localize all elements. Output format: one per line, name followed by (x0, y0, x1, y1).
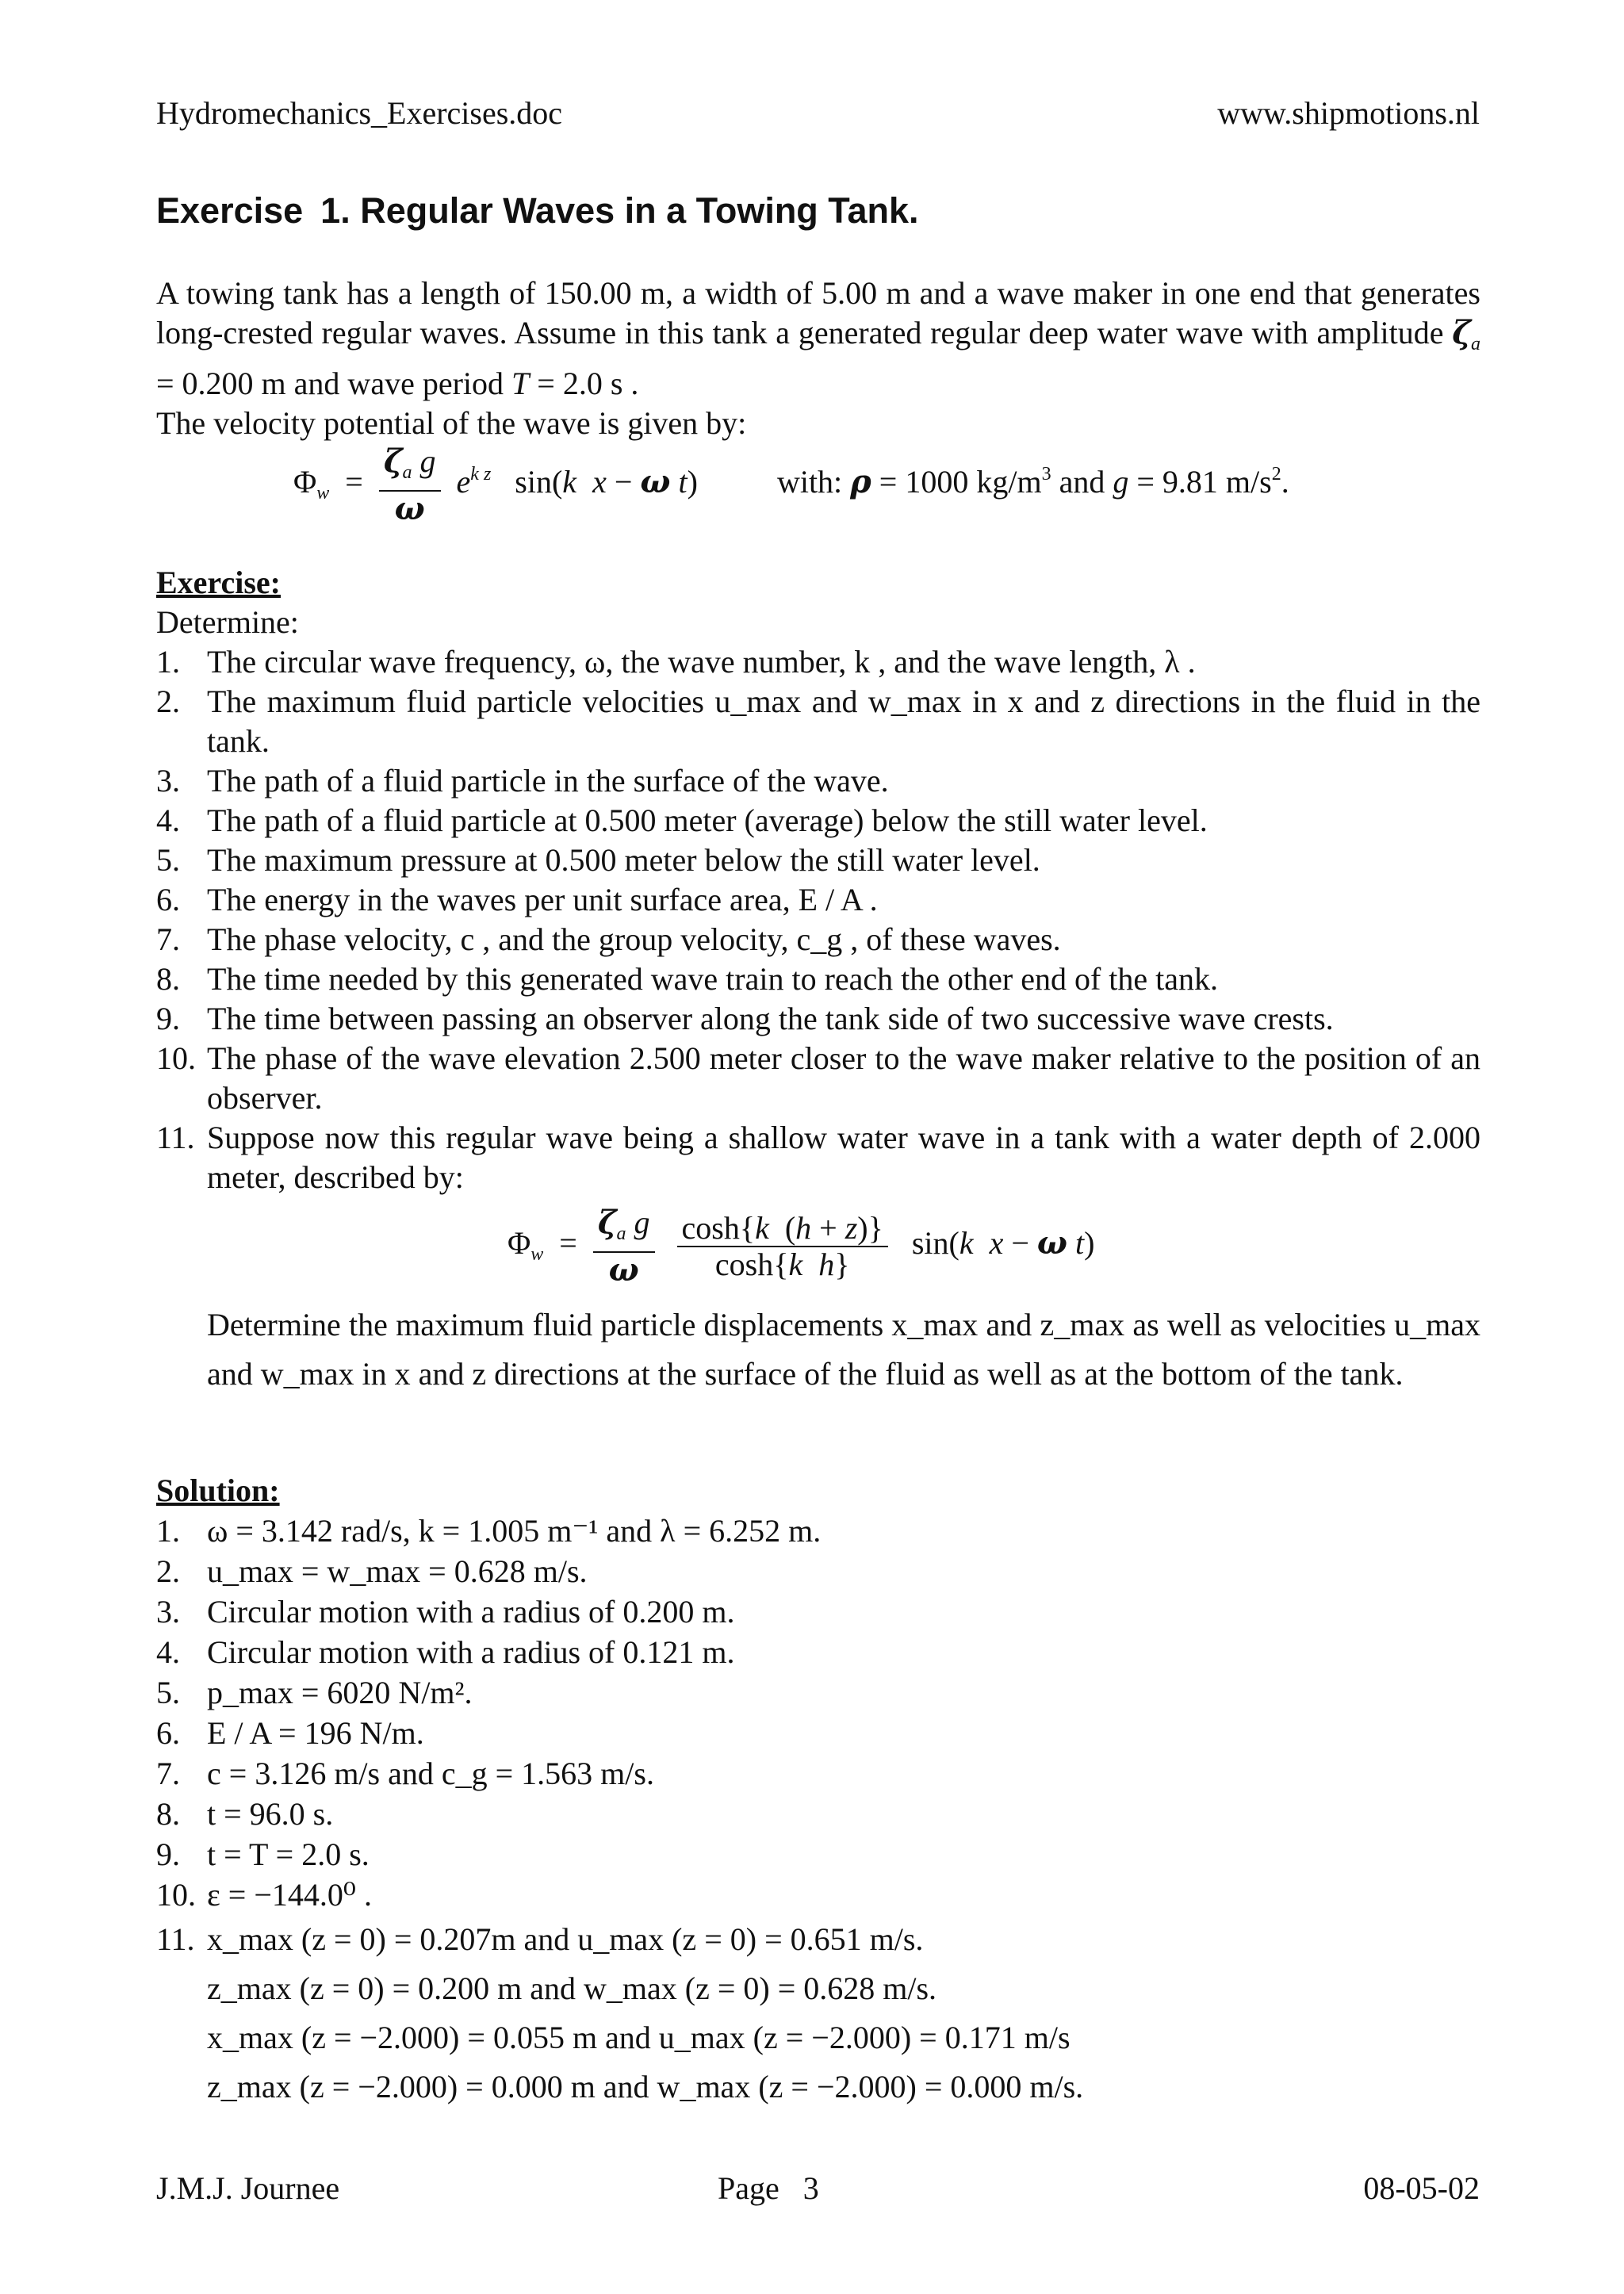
solution-list (156, 1511, 1480, 2112)
rho-value: = 1000 kg/m (879, 464, 1042, 500)
list-item: 2. The maximum fluid particle velocities u_max and w_max in x and z directions in the fluid in the tank. (156, 684, 1480, 759)
zeta-symbol: ζ (1452, 314, 1471, 351)
rho-symbol: ρ (850, 463, 871, 501)
item11-followup: Determine the maximum fluid particle displacements x_max and z_max as well as velocities u_max and w_max in x and z directions at the surface of the fluid as well as at the bottom of the tank. (207, 1307, 1480, 1392)
solution-item-continued: z_max (z = −2.000) = 0.000 m and w_max (z = −2.000) = 0.000 m/s. (207, 2069, 1084, 2104)
shallow-water-equation: $\Phi_w$ = $\frac{\zeta_a g}{\omega}$ $\frac{\cosh\{k (h + z)\}}{\text{cosh\{k h\}}}$ sin(k x − ω t) (508, 1204, 1095, 1289)
g-symbol: g (1113, 464, 1129, 500)
solution-item: 1. ω = 3.142 rad/s, k = 1.005 m⁻¹ and λ = 6.252 m. (156, 1513, 822, 1549)
velocity-potential-equation: $\Phi_w$ = $\frac{\zeta_a g}{\omega}$ $e^{k z}$ sin(k x − ω t) with: ρ = 1000 $kg/m^3$ and g = 9.81 $m/s^2$. (293, 442, 1289, 527)
solution-item: 8. t = 96.0 s. (156, 1796, 334, 1832)
sine-term: sin(k x − ω t) (499, 463, 698, 501)
solution-item-continued: x_max (z = −2.000) = 0.055 m and u_max (z = −2.000) = 0.171 m/s (207, 2020, 1071, 2055)
intro-line2: The velocity potential of the wave is given by: (156, 405, 747, 441)
footer-date: 08-05-02 (1363, 2170, 1480, 2206)
intro-paragraph (156, 274, 1480, 443)
page-header (156, 94, 1480, 133)
exercise-list (156, 642, 1480, 1197)
exercise-title (156, 189, 919, 233)
solution-item: 6. E / A = 196 N/m. (156, 1715, 424, 1751)
solution-item: 2. u_max = w_max = 0.628 m/s. (156, 1553, 588, 1589)
list-item: 4. The path of a fluid particle at 0.500 meter (average) below the still water level. (156, 802, 1208, 838)
list-item: 11. Suppose now this regular wave being a shallow water wave in a tank with a water depth of 2.000 meter, described by: (156, 1120, 1480, 1195)
solution-item: 10. ε = −144.0⁰ . (156, 1877, 372, 1913)
period-value: = 2.0 s . (537, 366, 639, 401)
fraction-denominator: ω (394, 490, 425, 527)
g-value: = 9.81 m/s (1136, 464, 1272, 500)
list-item: 9. The time between passing an observer along the tank side of two successive wave crests. (156, 1001, 1334, 1036)
title-text: 1. Regular Waves in a Towing Tank. (320, 190, 919, 231)
amplitude-fraction (379, 444, 441, 527)
list-item: 7. The phase velocity, c , and the group velocity, c_g , of these waves. (156, 921, 1061, 957)
determine-label: Determine: (156, 604, 299, 640)
page-footer (156, 2169, 1480, 2208)
rho-unit-exp: 3 (1041, 464, 1051, 485)
and-label: and (1059, 464, 1105, 500)
exercise-heading: Exercise: (156, 565, 281, 600)
phi-symbol: Φ (293, 464, 317, 500)
list-item: 5. The maximum pressure at 0.500 meter below the still water level. (156, 842, 1040, 878)
solution-item: 7. c = 3.126 m/s and c_g = 1.563 m/s. (156, 1756, 654, 1791)
footer-author: J.M.J. Journee (156, 2170, 340, 2206)
header-filename: Hydromechanics_Exercises.doc (156, 95, 563, 131)
intro-line1: A towing tank has a length of 150.00 m, a width of 5.00 m and a wave maker in one end that generates long-crested regular waves. Assume in this tank a generated regular deep water wave with amplitude (156, 275, 1480, 350)
list-item: 8. The time needed by this generated wave train to reach the other end of the tank. (156, 961, 1219, 997)
footer-page-number: Page 3 (718, 2170, 819, 2206)
intro-text (156, 274, 1480, 404)
solution-item: 11. x_max (z = 0) = 0.207m and u_max (z = 0) = 0.651 m/s. (156, 1921, 924, 1957)
list-item: 10. The phase of the wave elevation 2.500 meter closer to the wave maker relative to the position of an observer. (156, 1040, 1480, 1116)
header-website: www.shipmotions.nl (1217, 95, 1480, 131)
solution-item: 3. Circular motion with a radius of 0.200 m. (156, 1594, 735, 1630)
solution-item: 9. t = T = 2.0 s. (156, 1836, 370, 1872)
with-label: with: (776, 464, 843, 500)
solution-item-continued: z_max (z = 0) = 0.200 m and w_max (z = 0) = 0.628 m/s. (207, 1970, 937, 2006)
title-label: Exercise (156, 190, 304, 231)
solution-item: 4. Circular motion with a radius of 0.121 m. (156, 1634, 735, 1670)
period-text: and wave period (293, 366, 504, 401)
equals-sign: = (337, 464, 371, 500)
g-unit-exp: 2 (1271, 464, 1281, 485)
list-item: 3. The path of a fluid particle in the surface of the wave. (156, 763, 889, 798)
amplitude-fraction-2: $\frac{\zeta_a g}{\omega}$ (593, 1205, 655, 1288)
period-symbol: T (511, 366, 530, 401)
fraction-numerator: $\zeta_a$ g (379, 444, 441, 492)
cosh-fraction: $\frac{\cosh\{k (h + z)\}}{\text{cosh\{k h\}}}$ (677, 1211, 888, 1282)
phi-sub: w (316, 483, 330, 504)
solution-heading: Solution: (156, 1473, 280, 1508)
solution-item: 5. p_max = 6020 N/m². (156, 1675, 473, 1710)
amp-value: = 0.200 m (156, 366, 286, 401)
exponential-term: $e^{k z}$ (456, 464, 492, 500)
list-item: 6. The energy in the waves per unit surface area, E / A . (156, 882, 878, 917)
zeta-sub: a (1471, 334, 1480, 354)
list-item: 1. The circular wave frequency, ω, the wave number, k , and the wave length, λ . (156, 644, 1196, 680)
